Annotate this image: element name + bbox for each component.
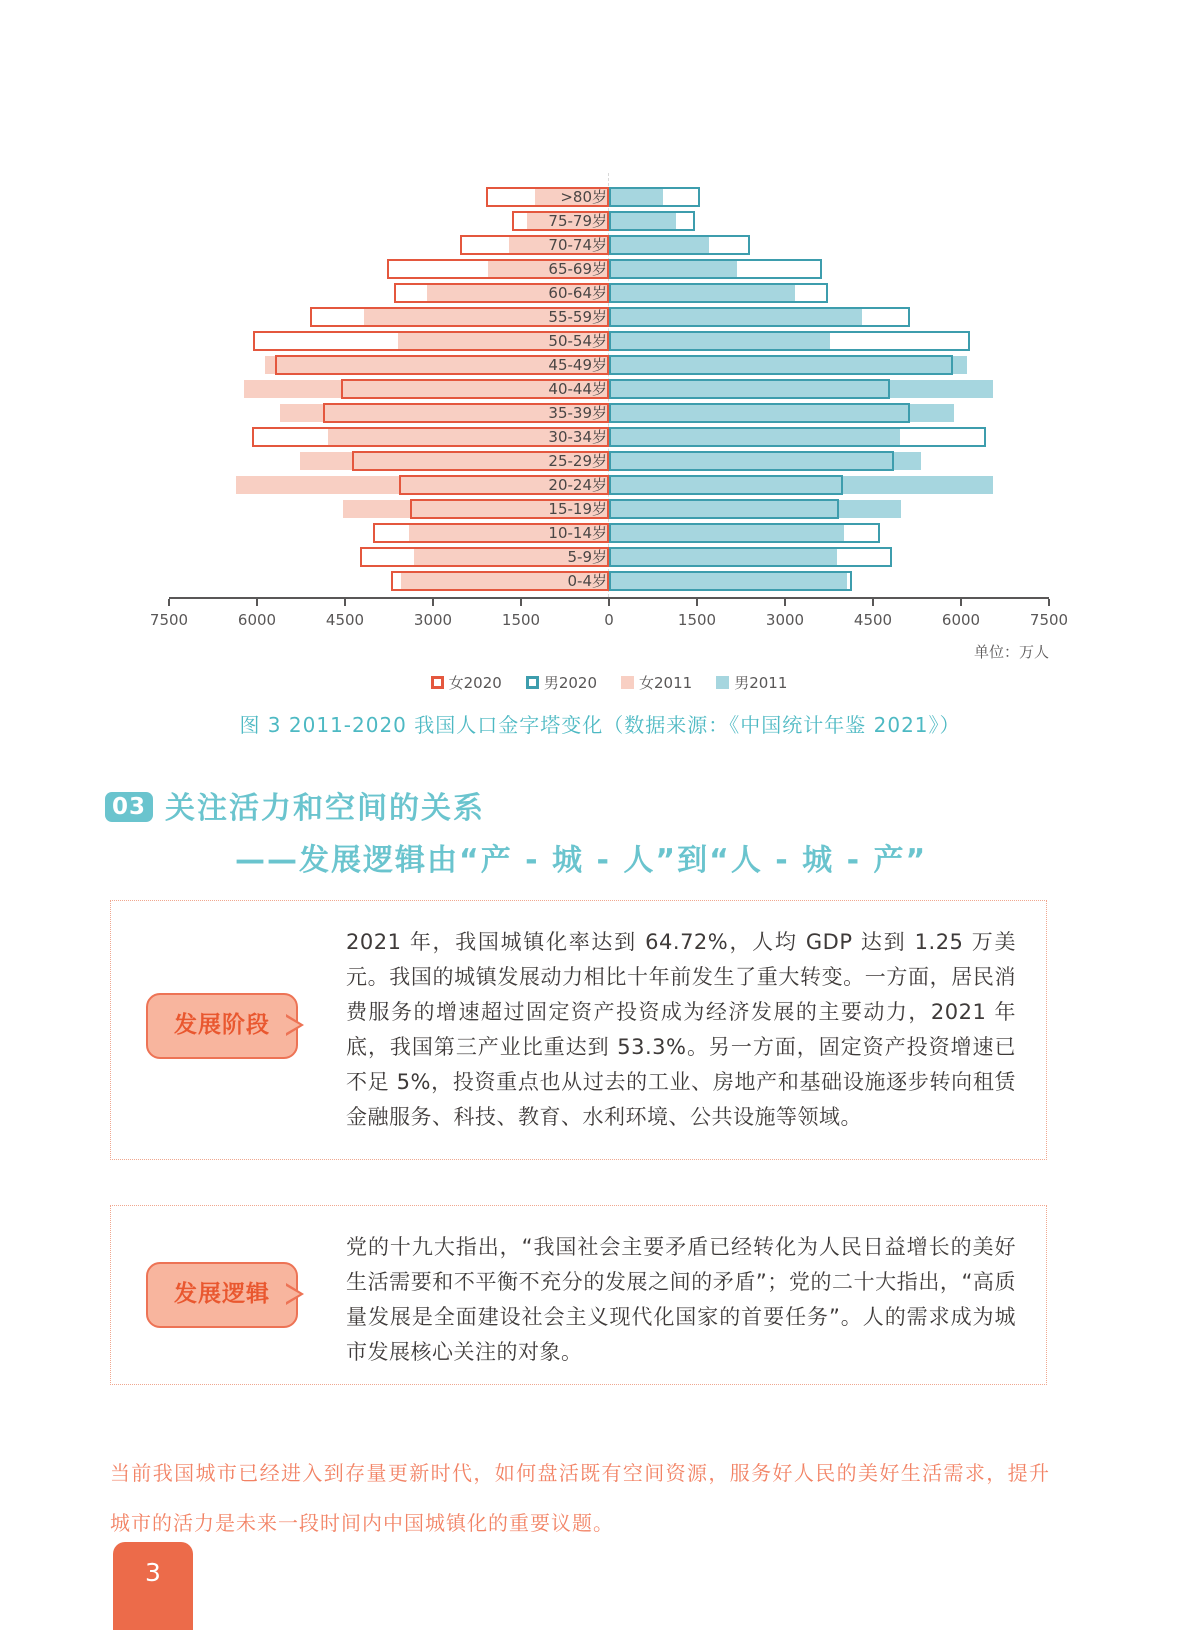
pyramid-bar-男2020-0-4岁: [609, 571, 852, 591]
axis-tick-mark: [960, 599, 962, 606]
legend-item: [716, 672, 787, 693]
age-group-label: 30-34岁: [548, 428, 607, 446]
axis-tick-mark: [432, 599, 434, 606]
age-group-label: 10-14岁: [548, 524, 607, 542]
legend-swatch-icon: [621, 676, 634, 689]
axis-tick-mark: [872, 599, 874, 606]
callout-label: 发展阶段: [174, 1012, 270, 1038]
axis-tick-label: 6000: [237, 611, 277, 629]
figure-caption: 图 3 2011-2020 我国人口金字塔变化（数据来源：《中国统计年鉴 2021》）: [239, 713, 961, 737]
legend-label: 男2011: [734, 674, 788, 692]
pyramid-bar-男2020-30-34岁: [609, 427, 986, 447]
pyramid-bar-男2020-55-59岁: [609, 307, 910, 327]
legend-swatch-icon: [716, 676, 729, 689]
age-group-label: 20-24岁: [548, 476, 607, 494]
legend-swatch-icon: [431, 676, 444, 689]
x-axis-tick-labels: [149, 611, 1069, 633]
pyramid-bar-男2020-65-69岁: [609, 259, 822, 279]
age-group-label: 25-29岁: [548, 452, 607, 470]
axis-tick-mark: [168, 599, 170, 606]
legend-label: 男2020: [543, 674, 597, 692]
bubble-tail-icon: [286, 1286, 308, 1302]
age-group-label: 50-54岁: [548, 332, 607, 350]
pyramid-bar-男2020-45-49岁: [609, 355, 953, 375]
legend-item: [621, 672, 692, 693]
callout-box-development-stage: [110, 900, 1047, 1160]
axis-tick-label: 7500: [149, 611, 189, 629]
axis-tick-mark: [1048, 599, 1050, 606]
page-number-badge: 3: [113, 1542, 193, 1630]
age-group-label: 15-19岁: [548, 500, 607, 518]
axis-tick-mark: [696, 599, 698, 606]
age-group-label: 40-44岁: [548, 380, 607, 398]
pyramid-bar-男2020-50-54岁: [609, 331, 970, 351]
pyramid-bar-男2020-40-44岁: [609, 379, 890, 399]
axis-tick-label: 1500: [677, 611, 717, 629]
axis-tick-label: 3000: [413, 611, 453, 629]
population-pyramid-figure: [0, 185, 1200, 738]
pyramid-bar-男2020-70-74岁: [609, 235, 750, 255]
highlight-paragraph: 当前我国城市已经进入到存量更新时代，如何盘活既有空间资源，服务好人民的美好生活需求，提升城市的活力是未来一段时间内中国城镇化的重要议题。: [110, 1461, 1050, 1535]
unit-label: 单位：万人: [973, 643, 1049, 661]
pyramid-bar-男2020-60-64岁: [609, 283, 828, 303]
axis-tick-label: 0: [604, 611, 614, 629]
legend-swatch-icon: [526, 676, 539, 689]
axis-tick-mark: [608, 599, 610, 606]
age-group-label: 5-9岁: [567, 548, 607, 566]
legend-item: [431, 672, 502, 693]
axis-tick-label: 4500: [325, 611, 365, 629]
chart-legend: [169, 672, 1049, 693]
axis-tick-label: 3000: [765, 611, 805, 629]
age-group-label: 75-79岁: [548, 212, 607, 230]
age-group-label: 55-59岁: [548, 308, 607, 326]
axis-tick-label: 4500: [853, 611, 893, 629]
callout-paragraph: 2021 年，我国城镇化率达到 64.72%，人均 GDP 达到 1.25 万美元。我国的城镇发展动力相比十年前发生了重大转变。一方面，居民消费服务的增速超过固定资产投资成为经济发展的主要动力，2021 年底，我国第三产业比重达到 53.3%。另一方面，固定资产投资增速已不足 5%，投资重点也从过去的工业、房地产和基础设施逐步转向租赁金融服务、科技、教育、水利环境、公共设施等领域。: [346, 930, 1016, 1129]
age-group-label: 0-4岁: [567, 572, 607, 590]
section-heading: [105, 783, 1105, 879]
axis-tick-mark: [256, 599, 258, 606]
axis-tick-mark: [520, 599, 522, 606]
callout-box-development-logic: [110, 1205, 1047, 1385]
pyramid-bar-男2020-20-24岁: [609, 475, 843, 495]
callout-paragraph: 党的十九大指出，“我国社会主要矛盾已经转化为人民日益增长的美好生活需要和不平衡不充分的发展之间的矛盾”；党的二十大指出，“高质量发展是全面建设社会主义现代化国家的首要任务”。人的需求成为城市发展核心关注的对象。: [346, 1235, 1016, 1364]
callout-label-bubble: [146, 993, 298, 1059]
axis-tick-label: 1500: [501, 611, 541, 629]
age-group-label: >80岁: [560, 188, 607, 206]
axis-tick-label: 6000: [941, 611, 981, 629]
legend-label: 女2020: [448, 674, 502, 692]
age-group-label: 70-74岁: [548, 236, 607, 254]
legend-label: 女2011: [639, 674, 693, 692]
axis-tick-label: 7500: [1029, 611, 1069, 629]
age-group-label: 60-64岁: [548, 284, 607, 302]
axis-tick-mark: [344, 599, 346, 606]
pyramid-bar-男2020-75-79岁: [609, 211, 695, 231]
callout-label-bubble: [146, 1262, 298, 1328]
section-number-badge: 03: [105, 792, 153, 822]
x-axis-line: [169, 597, 1049, 609]
pyramid-bar-男2020-35-39岁: [609, 403, 910, 423]
age-group-label: 45-49岁: [548, 356, 607, 374]
pyramid-bar-男2020-15-19岁: [609, 499, 839, 519]
age-group-label: 65-69岁: [548, 260, 607, 278]
pyramid-bar-男2020-5-9岁: [609, 547, 892, 567]
callout-label: 发展逻辑: [174, 1281, 270, 1307]
section-subtitle: ——发展逻辑由“产 - 城 - 人”到“人 - 城 - 产”: [235, 843, 928, 878]
bubble-tail-icon: [286, 1017, 308, 1033]
age-group-label: 35-39岁: [548, 404, 607, 422]
pyramid-chart: [169, 185, 1049, 593]
legend-item: [526, 672, 597, 693]
axis-tick-mark: [784, 599, 786, 606]
pyramid-bar-男2020->80岁: [609, 187, 700, 207]
section-title: 关注活力和空间的关系: [165, 791, 486, 826]
pyramid-bar-男2020-25-29岁: [609, 451, 894, 471]
pyramid-bar-男2020-10-14岁: [609, 523, 880, 543]
